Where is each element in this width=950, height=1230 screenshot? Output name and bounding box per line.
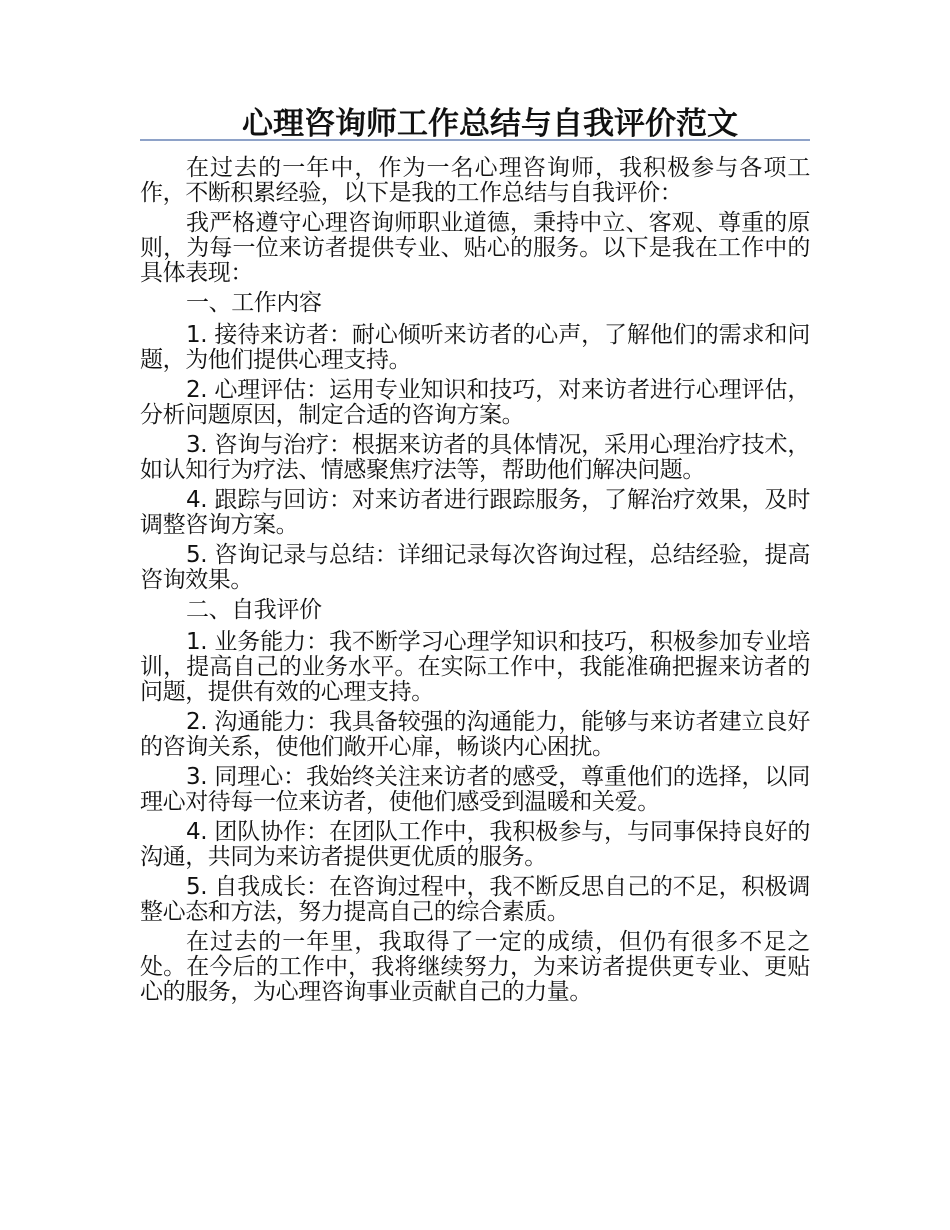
list-item-records: 5. 咨询记录与总结：详细记录每次咨询过程，总结经验，提高咨询效果。 (140, 542, 810, 593)
list-item-professional-ability: 1. 业务能力：我不断学习心理学知识和技巧，积极参加专业培训，提高自己的业务水平。在实际工作中，我能准确把握来访者的问题，提供有效的心理支持。 (140, 629, 810, 705)
list-item-communication: 2. 沟通能力：我具备较强的沟通能力，能够与来访者建立良好的咨询关系，使他们敞开心扉，畅谈内心困扰。 (140, 709, 810, 760)
list-item-assessment: 2. 心理评估：运用专业知识和技巧，对来访者进行心理评估，分析问题原因，制定合适的咨询方案。 (140, 377, 810, 428)
section-heading-work-content: 一、工作内容 (186, 290, 322, 316)
list-item-reception: 1. 接待来访者：耐心倾听来访者的心声，了解他们的需求和问题，为他们提供心理支持。 (140, 322, 810, 373)
document-body (140, 156, 810, 1010)
list-item-empathy: 3. 同理心：我始终关注来访者的感受，尊重他们的选择，以同理心对待每一位来访者，使他们感受到温暖和关爱。 (140, 764, 810, 815)
paragraph-conclusion: 在过去的一年里，我取得了一定的成绩，但仍有很多不足之处。在今后的工作中，我将继续努力，为来访者提供更专业、更贴心的服务，为心理咨询事业贡献自己的力量。 (140, 929, 810, 1005)
paragraph-intro: 在过去的一年中，作为一名心理咨询师，我积极参与各项工作，不断积累经验，以下是我的工作总结与自我评价： (140, 155, 810, 206)
section-heading-self-evaluation: 二、自我评价 (186, 597, 322, 623)
document-title: 心理咨询师工作总结与自我评价范文 (242, 106, 738, 142)
list-item-self-growth: 5. 自我成长：在咨询过程中，我不断反思自己的不足，积极调整心态和方法，努力提高自己的综合素质。 (140, 874, 810, 925)
list-item-teamwork: 4. 团队协作：在团队工作中，我积极参与，与同事保持良好的沟通，共同为来访者提供更优质的服务。 (140, 819, 810, 870)
paragraph-principles: 我严格遵守心理咨询师职业道德，秉持中立、客观、尊重的原则，为每一位来访者提供专业、贴心的服务。以下是我在工作中的具体表现： (140, 210, 810, 286)
list-item-follow-up: 4. 跟踪与回访：对来访者进行跟踪服务，了解治疗效果，及时调整咨询方案。 (140, 487, 810, 538)
list-item-counseling: 3. 咨询与治疗：根据来访者的具体情况，采用心理治疗技术，如认知行为疗法、情感聚焦疗法等，帮助他们解决问题。 (140, 432, 810, 483)
title-underline (140, 139, 810, 141)
